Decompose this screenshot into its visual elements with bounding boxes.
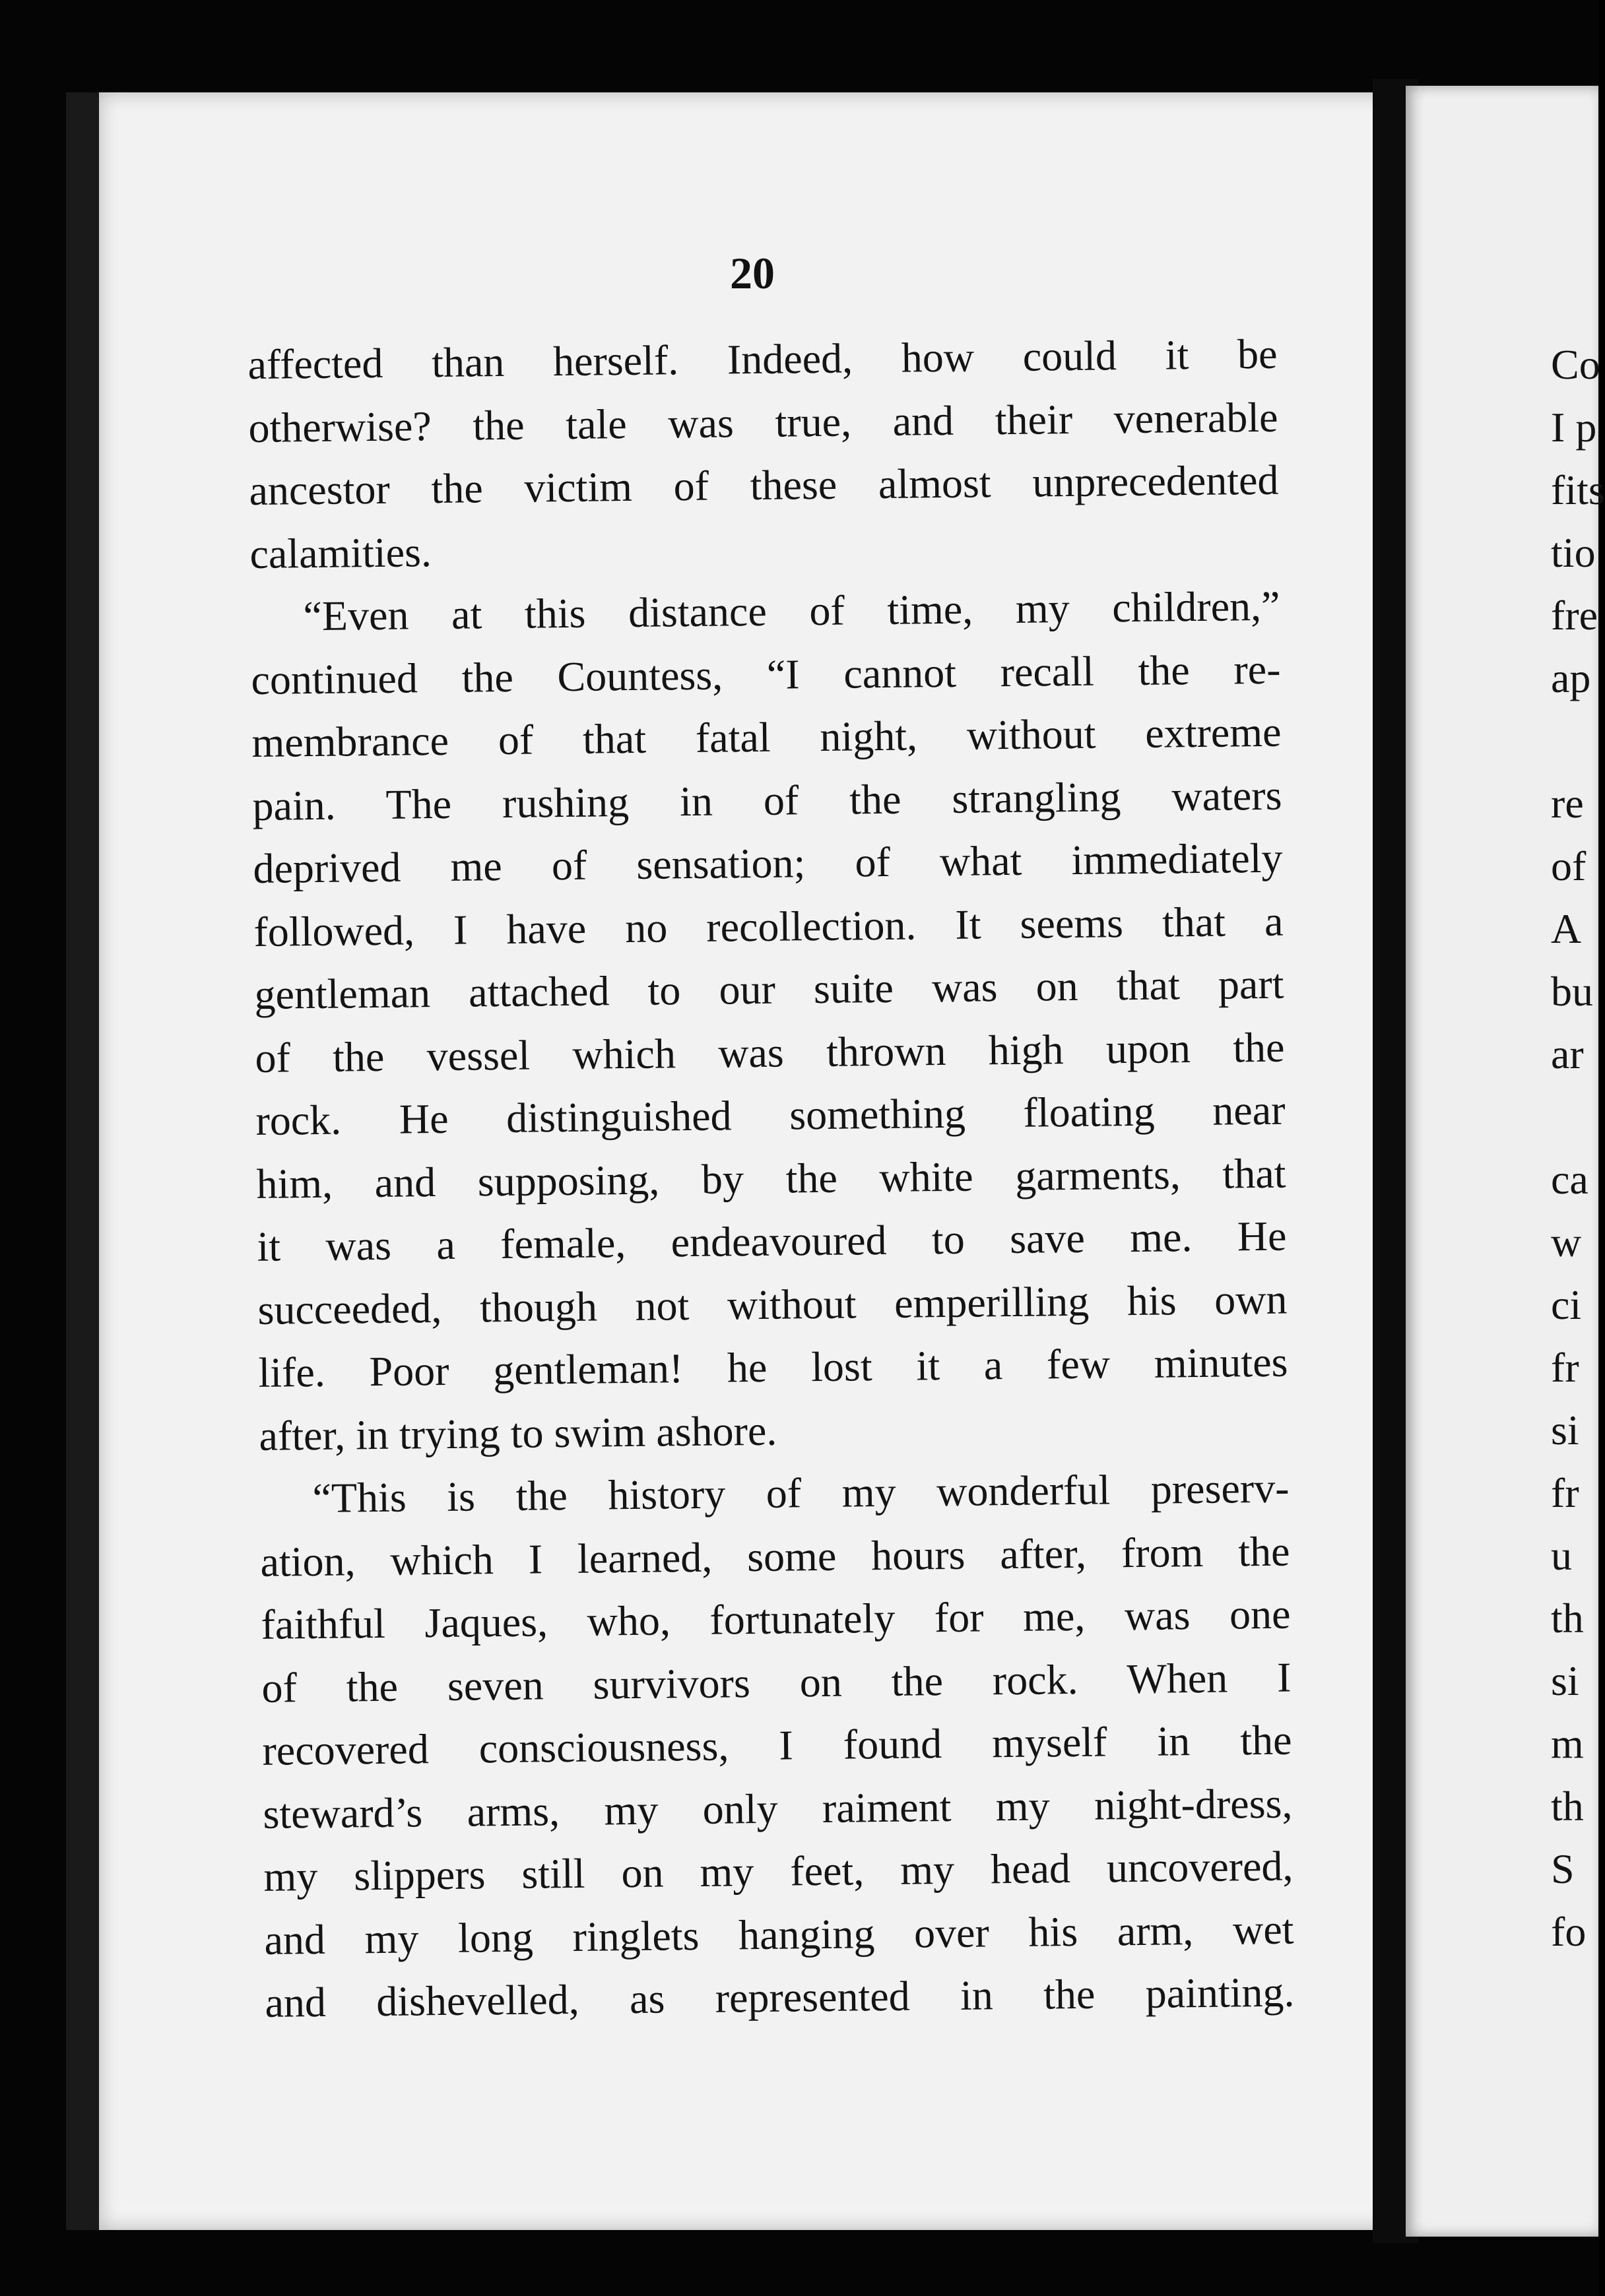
facing-text-fragment: ap: [1551, 654, 1591, 701]
text-line: succeeded, though not without emperilling his own: [257, 1275, 1288, 1333]
text-line: ation, which I learned, some hours after, from the: [260, 1527, 1290, 1585]
facing-text-fragment: si: [1551, 1407, 1579, 1453]
page-number: 20: [730, 248, 775, 298]
text-line: pain. The rushing in of the strangling waters: [252, 771, 1282, 829]
text-line: “Even at this distance of time, my children,”: [303, 582, 1280, 640]
text-line: affected than herself. Indeed, how could it be: [247, 330, 1278, 388]
facing-text-fragment: S: [1551, 1845, 1575, 1892]
facing-paragraph-gap: [1551, 709, 1605, 772]
text-line: after, in trying to swim ashore.: [259, 1407, 777, 1459]
text-line: of the vessel which was thrown high upon the: [255, 1023, 1285, 1081]
text-line: of the seven survivors on the rock. When I: [261, 1653, 1292, 1711]
facing-text-fragment: fr: [1551, 1344, 1579, 1391]
facing-text-fragment: tio: [1551, 529, 1596, 576]
facing-text-fragment: I p: [1551, 404, 1597, 451]
text-line: steward’s arms, my only raiment my night-dress,: [263, 1779, 1293, 1837]
text-line: and dishevelled, as represented in the painting.: [265, 1968, 1295, 2026]
text-line: followed, I have no recollection. It seems that a: [253, 897, 1284, 955]
facing-text-fragment: re: [1551, 780, 1584, 827]
page-body-text: [247, 323, 1295, 2035]
text-line: rock. He distinguished something floating near: [255, 1086, 1286, 1144]
facing-page-text: [1551, 333, 1605, 1963]
text-line: membrance of that fatal night, without extreme: [251, 708, 1282, 766]
facing-text-fragment: A: [1551, 905, 1582, 952]
text-line: deprived me of sensation; of what immediately: [253, 834, 1283, 892]
text-line: otherwise? the tale was true, and their venerable: [248, 393, 1278, 451]
text-line: ancestor the victim of these almost unprecedented: [249, 456, 1279, 514]
facing-text-fragment: ar: [1551, 1031, 1584, 1077]
facing-text-fragment: u: [1551, 1532, 1572, 1579]
text-line: continued the Countess, “I cannot recall the re-: [251, 645, 1281, 703]
text-line: life. Poor gentleman! he lost it a few minutes: [258, 1338, 1288, 1396]
text-line: my slippers still on my feet, my head uncovered,: [263, 1842, 1294, 1900]
text-line: recovered consciousness, I found myself in the: [262, 1716, 1292, 1774]
facing-text-fragment: ca: [1551, 1156, 1589, 1203]
facing-text-fragment: fo: [1551, 1908, 1587, 1955]
facing-text-fragment: of: [1551, 843, 1587, 889]
text-line: “This is the history of my wonderful preserv-: [312, 1464, 1290, 1522]
text-line: gentleman attached to our suite was on that part: [254, 960, 1284, 1018]
facing-text-fragment: th: [1551, 1783, 1584, 1830]
facing-text-fragment: ci: [1551, 1281, 1582, 1328]
text-line: it was a female, endeavoured to save me. He: [257, 1212, 1287, 1270]
facing-text-fragment: si: [1551, 1657, 1579, 1704]
facing-text-fragment: w: [1551, 1219, 1582, 1265]
text-line: calamities.: [249, 528, 432, 577]
facing-text-fragment: Co: [1551, 341, 1600, 388]
facing-text-fragment: fits: [1551, 466, 1605, 513]
text-line: and my long ringlets hanging over his arm, wet: [264, 1905, 1294, 1963]
facing-text-fragment: bu: [1551, 968, 1593, 1015]
facing-text-fragment: th: [1551, 1595, 1584, 1642]
facing-text-fragment: fre: [1551, 592, 1598, 639]
facing-text-fragment: m: [1551, 1720, 1584, 1767]
text-line: him, and supposing, by the white garments, that: [256, 1149, 1286, 1207]
facing-paragraph-gap: [1551, 1085, 1605, 1148]
facing-text-fragment: fr: [1551, 1469, 1579, 1516]
text-line: faithful Jaques, who, fortunately for me, was one: [261, 1590, 1291, 1648]
